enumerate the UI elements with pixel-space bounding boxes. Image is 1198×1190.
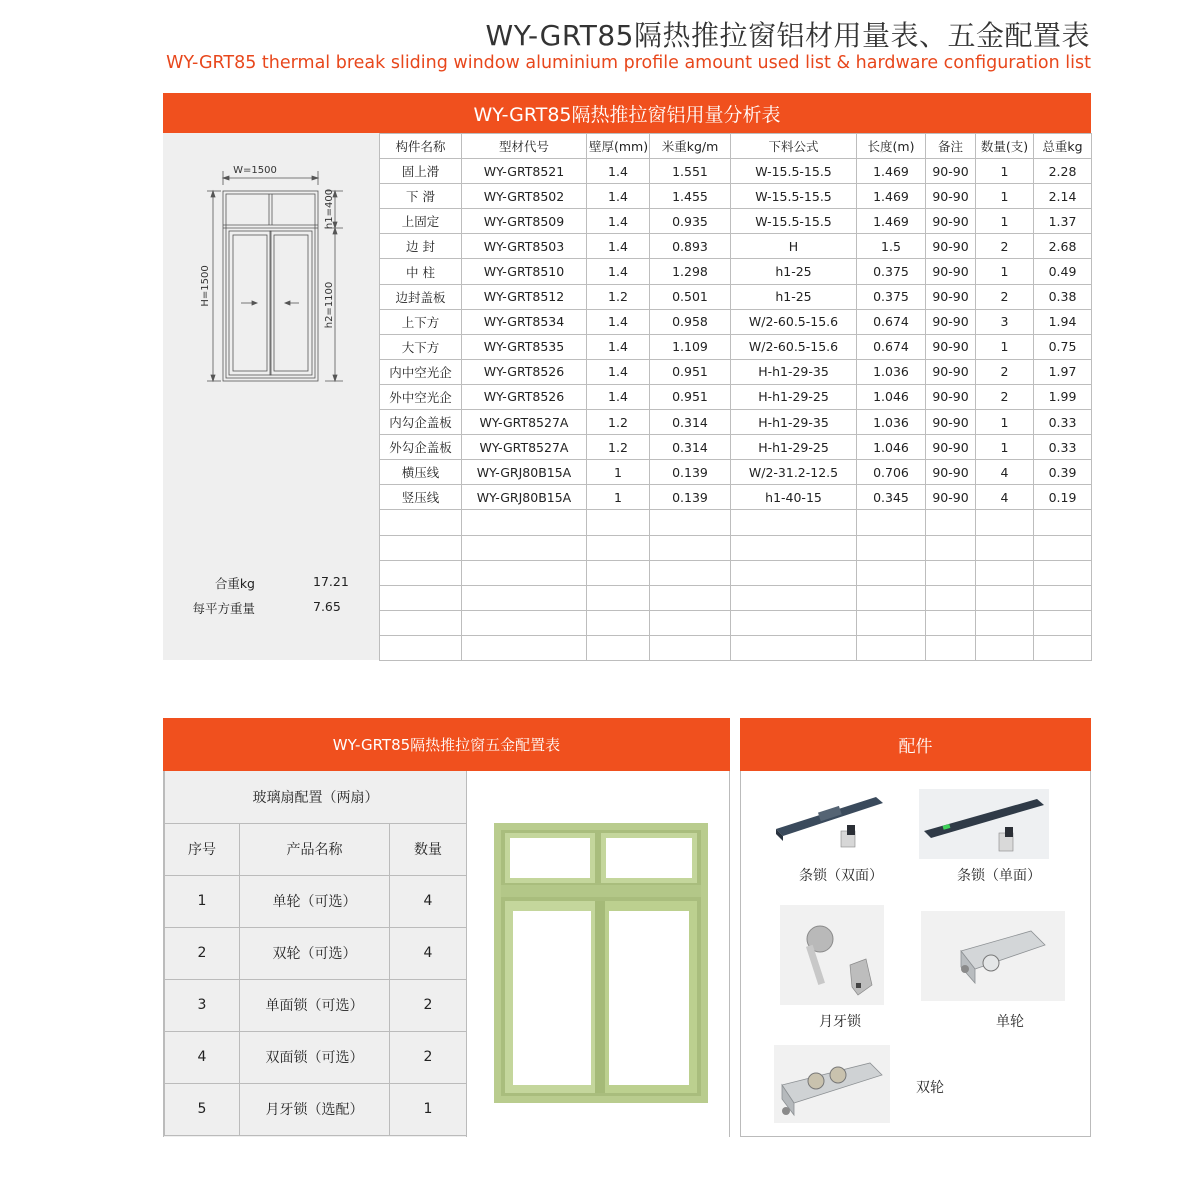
profile-table-header — [380, 134, 1092, 159]
table-cell — [976, 610, 1034, 635]
table-cell — [587, 510, 650, 535]
table-cell: 90-90 — [926, 410, 976, 435]
table-cell: 0.38 — [1034, 284, 1092, 309]
table-cell: W-15.5-15.5 — [731, 184, 857, 209]
table-cell: WY-GRT8509 — [462, 209, 587, 234]
table-cell — [380, 510, 462, 535]
table-cell — [1034, 610, 1092, 635]
window-diagram-panel — [163, 133, 379, 660]
table-cell: W/2-31.2-12.5 — [731, 460, 857, 485]
table-cell: WY-GRT8527A — [462, 435, 587, 460]
table-cell: WY-GRT8512 — [462, 284, 587, 309]
strip-lock-single-icon — [919, 789, 1049, 859]
table-cell — [926, 610, 976, 635]
diagram-width-label: W=1500 — [233, 165, 277, 176]
table-cell: 1.036 — [857, 359, 926, 384]
table-cell: WY-GRT8526 — [462, 384, 587, 409]
table-cell: 上下方 — [380, 309, 462, 334]
table-cell — [587, 635, 650, 660]
table-cell: 单面锁（可选） — [240, 979, 390, 1031]
part-label: 双轮 — [916, 1080, 944, 1096]
table-cell: 1 — [976, 259, 1034, 284]
hardware-section — [163, 718, 730, 1137]
summary-label: 合重kg — [214, 576, 255, 591]
table-row — [380, 284, 1092, 309]
table-cell — [650, 610, 731, 635]
table-cell: 0.893 — [650, 234, 731, 259]
table-cell: 0.345 — [857, 485, 926, 510]
table-cell: 1.4 — [587, 234, 650, 259]
table-cell: 1.4 — [587, 209, 650, 234]
table-cell: 大下方 — [380, 334, 462, 359]
sliding-window-illustration — [467, 771, 730, 1137]
table-cell: 0.951 — [650, 359, 731, 384]
table-cell — [380, 535, 462, 560]
table-cell: WY-GRT8521 — [462, 159, 587, 184]
table-cell: 1 — [976, 184, 1034, 209]
table-cell — [926, 635, 976, 660]
table-row — [380, 460, 1092, 485]
part-strip-lock-double — [771, 789, 891, 863]
table-cell — [380, 610, 462, 635]
table-cell: 4 — [976, 485, 1034, 510]
table-cell: WY-GRJ80B15A — [462, 460, 587, 485]
table-cell: 0.314 — [650, 435, 731, 460]
column-header: 型材代号 — [462, 134, 587, 159]
table-cell — [1034, 560, 1092, 585]
table-cell: WY-GRT8526 — [462, 359, 587, 384]
table-cell: 边 封 — [380, 234, 462, 259]
table-cell: 1.4 — [587, 359, 650, 384]
table-cell: WY-GRT8534 — [462, 309, 587, 334]
table-cell: 0.951 — [650, 384, 731, 409]
table-cell — [731, 535, 857, 560]
table-cell: 0.375 — [857, 284, 926, 309]
table-cell: 2 — [976, 284, 1034, 309]
column-header: 米重kg/m — [650, 134, 731, 159]
table-row — [380, 384, 1092, 409]
table-cell — [462, 585, 587, 610]
single-roller-icon — [921, 911, 1065, 1001]
table-cell — [1034, 535, 1092, 560]
table-cell: 90-90 — [926, 309, 976, 334]
table-cell: 1.469 — [857, 184, 926, 209]
parts-section-header: 配件 — [740, 718, 1091, 771]
table-cell: h1-40-15 — [731, 485, 857, 510]
column-header: 数量 — [390, 823, 467, 875]
diagram-h2-label: h2=1100 — [324, 281, 335, 329]
part-label: 条锁（单面） — [957, 868, 1041, 884]
table-cell: 90-90 — [926, 209, 976, 234]
table-cell: 90-90 — [926, 384, 976, 409]
table-cell: 1.4 — [587, 384, 650, 409]
table-cell: 1 — [976, 435, 1034, 460]
table-cell: 1 — [587, 460, 650, 485]
table-cell: 1.99 — [1034, 384, 1092, 409]
hardware-section-header: WY-GRT85隔热推拉窗五金配置表 — [163, 718, 730, 771]
table-cell: 0.375 — [857, 259, 926, 284]
table-row — [380, 259, 1092, 284]
table-cell — [380, 635, 462, 660]
table-row — [380, 234, 1092, 259]
table-cell: 1.109 — [650, 334, 731, 359]
empty-table-row — [380, 585, 1092, 610]
table-cell: 边封盖板 — [380, 284, 462, 309]
table-cell — [650, 585, 731, 610]
empty-table-row — [380, 560, 1092, 585]
empty-table-row — [380, 535, 1092, 560]
table-cell: 1.94 — [1034, 309, 1092, 334]
strip-lock-double-icon — [771, 789, 891, 859]
table-cell: 0.706 — [857, 460, 926, 485]
table-cell: h1-25 — [731, 259, 857, 284]
part-single-roller — [921, 911, 1065, 1005]
empty-table-row — [380, 610, 1092, 635]
table-cell: 90-90 — [926, 159, 976, 184]
table-cell: 1 — [165, 875, 240, 927]
table-cell: 单轮（可选） — [240, 875, 390, 927]
table-cell: 月牙锁（选配） — [240, 1083, 390, 1135]
table-row — [380, 184, 1092, 209]
table-cell: 1 — [976, 209, 1034, 234]
table-cell: 中 柱 — [380, 259, 462, 284]
column-header: 构件名称 — [380, 134, 462, 159]
table-cell: 固上滑 — [380, 159, 462, 184]
table-cell: 0.314 — [650, 410, 731, 435]
hardware-table-panel — [164, 771, 466, 1137]
table-cell — [731, 610, 857, 635]
table-cell: W-15.5-15.5 — [731, 159, 857, 184]
profile-section — [163, 93, 1091, 660]
table-cell: 3 — [165, 979, 240, 1031]
table-cell: 外中空光企 — [380, 384, 462, 409]
table-cell — [926, 510, 976, 535]
table-cell: 4 — [976, 460, 1034, 485]
column-header: 序号 — [165, 823, 240, 875]
table-cell: 90-90 — [926, 334, 976, 359]
table-cell: 1.046 — [857, 384, 926, 409]
table-row — [380, 485, 1092, 510]
summary-label: 每平方重量 — [192, 601, 255, 616]
table-cell: W/2-60.5-15.6 — [731, 334, 857, 359]
table-cell — [857, 560, 926, 585]
table-cell — [587, 560, 650, 585]
table-cell: 2 — [390, 1031, 467, 1083]
table-cell — [1034, 635, 1092, 660]
empty-table-row — [380, 510, 1092, 535]
table-cell: 2 — [976, 234, 1034, 259]
table-cell: WY-GRT8535 — [462, 334, 587, 359]
part-label: 月牙锁 — [819, 1014, 861, 1030]
double-roller-icon — [774, 1045, 890, 1123]
table-cell — [1034, 510, 1092, 535]
table-cell — [462, 635, 587, 660]
table-cell — [857, 635, 926, 660]
table-cell: 1.298 — [650, 259, 731, 284]
table-cell — [976, 510, 1034, 535]
table-cell: 90-90 — [926, 284, 976, 309]
table-cell: 1 — [976, 159, 1034, 184]
config-title: 玻璃扇配置（两扇） — [165, 771, 467, 823]
window-diagram — [163, 153, 379, 393]
table-cell: 1.4 — [587, 259, 650, 284]
table-cell: 下 滑 — [380, 184, 462, 209]
table-cell: WY-GRT8527A — [462, 410, 587, 435]
table-cell — [926, 535, 976, 560]
table-cell — [731, 635, 857, 660]
table-cell: 0.33 — [1034, 410, 1092, 435]
part-strip-lock-single — [919, 789, 1049, 863]
table-cell — [462, 510, 587, 535]
hardware-table — [164, 771, 467, 1136]
column-header: 备注 — [926, 134, 976, 159]
table-cell — [587, 585, 650, 610]
table-cell: WY-GRJ80B15A — [462, 485, 587, 510]
table-cell: 内中空光企 — [380, 359, 462, 384]
table-cell: 0.501 — [650, 284, 731, 309]
crescent-lock-icon — [780, 905, 884, 1005]
table-cell: 2.68 — [1034, 234, 1092, 259]
table-cell: 90-90 — [926, 460, 976, 485]
table-cell — [976, 535, 1034, 560]
profile-table-wrap — [379, 133, 1091, 660]
table-cell: 1 — [976, 334, 1034, 359]
table-cell: 竖压线 — [380, 485, 462, 510]
table-cell: 0.49 — [1034, 259, 1092, 284]
table-row — [165, 1083, 467, 1135]
table-cell: 1.97 — [1034, 359, 1092, 384]
window-image-panel — [466, 771, 729, 1137]
table-cell: 2 — [165, 927, 240, 979]
table-cell — [976, 560, 1034, 585]
table-cell: 1.4 — [587, 184, 650, 209]
table-cell: 2.28 — [1034, 159, 1092, 184]
profile-table — [379, 133, 1092, 661]
table-cell: 1 — [976, 410, 1034, 435]
hardware-table-header — [165, 823, 467, 875]
table-row — [380, 309, 1092, 334]
table-cell: h1-25 — [731, 284, 857, 309]
table-cell — [976, 635, 1034, 660]
table-cell: 4 — [390, 875, 467, 927]
table-cell — [1034, 585, 1092, 610]
table-cell — [380, 585, 462, 610]
table-row — [165, 1031, 467, 1083]
table-cell — [926, 585, 976, 610]
table-cell — [587, 610, 650, 635]
table-cell: 1.469 — [857, 159, 926, 184]
table-cell: 横压线 — [380, 460, 462, 485]
table-cell: 0.674 — [857, 309, 926, 334]
table-cell — [462, 535, 587, 560]
table-cell: 0.19 — [1034, 485, 1092, 510]
table-cell: 3 — [976, 309, 1034, 334]
table-cell — [462, 610, 587, 635]
table-cell — [380, 560, 462, 585]
table-cell: 0.139 — [650, 460, 731, 485]
part-crescent-lock — [780, 905, 884, 1009]
table-cell: H-h1-29-25 — [731, 435, 857, 460]
page-title: WY-GRT85隔热推拉窗铝材用量表、五金配置表 — [485, 19, 1090, 52]
table-cell: 90-90 — [926, 485, 976, 510]
table-cell: 2 — [976, 384, 1034, 409]
table-cell: 双轮（可选） — [240, 927, 390, 979]
table-cell — [650, 535, 731, 560]
table-cell: H — [731, 234, 857, 259]
table-cell: 90-90 — [926, 234, 976, 259]
table-cell: H-h1-29-35 — [731, 359, 857, 384]
table-cell: 0.958 — [650, 309, 731, 334]
table-cell — [857, 610, 926, 635]
table-cell: 90-90 — [926, 259, 976, 284]
column-header: 长度(m) — [857, 134, 926, 159]
table-cell: 1.2 — [587, 284, 650, 309]
table-cell: 1.551 — [650, 159, 731, 184]
table-cell: 1.5 — [857, 234, 926, 259]
table-row — [380, 159, 1092, 184]
table-cell — [857, 585, 926, 610]
table-cell — [650, 635, 731, 660]
table-cell: 2 — [390, 979, 467, 1031]
table-cell: 0.935 — [650, 209, 731, 234]
table-cell: W-15.5-15.5 — [731, 209, 857, 234]
table-row — [165, 979, 467, 1031]
table-cell: 0.33 — [1034, 435, 1092, 460]
table-cell: 外勾企盖板 — [380, 435, 462, 460]
table-cell — [462, 560, 587, 585]
profile-section-header: WY-GRT85隔热推拉窗铝用量分析表 — [163, 93, 1091, 133]
table-row — [380, 435, 1092, 460]
table-cell: 4 — [390, 927, 467, 979]
table-cell: 1 — [587, 485, 650, 510]
table-row — [165, 875, 467, 927]
table-cell — [926, 560, 976, 585]
table-row — [380, 359, 1092, 384]
part-label: 条锁（双面） — [799, 868, 883, 884]
table-cell: 1.036 — [857, 410, 926, 435]
empty-table-row — [380, 635, 1092, 660]
table-cell: 0.39 — [1034, 460, 1092, 485]
table-cell: 2.14 — [1034, 184, 1092, 209]
table-cell — [731, 585, 857, 610]
table-cell: 0.674 — [857, 334, 926, 359]
table-cell: 1.455 — [650, 184, 731, 209]
table-cell: 1.37 — [1034, 209, 1092, 234]
table-cell: 90-90 — [926, 435, 976, 460]
table-cell: 1.4 — [587, 309, 650, 334]
summary-value: 17.21 — [313, 574, 349, 589]
table-cell: 1.4 — [587, 334, 650, 359]
diagram-h1-label: h1=400 — [324, 188, 335, 230]
table-cell: 90-90 — [926, 359, 976, 384]
table-cell: 4 — [165, 1031, 240, 1083]
table-cell: 内勾企盖板 — [380, 410, 462, 435]
table-cell: 1.2 — [587, 410, 650, 435]
column-header: 数量(支) — [976, 134, 1034, 159]
table-cell: 0.139 — [650, 485, 731, 510]
part-double-roller — [774, 1045, 890, 1127]
page-subtitle: WY-GRT85 thermal break sliding window aluminium profile amount used list & hardware configuration list — [166, 53, 1091, 73]
table-cell: 1.2 — [587, 435, 650, 460]
column-header: 下料公式 — [731, 134, 857, 159]
table-row — [380, 209, 1092, 234]
table-cell — [650, 510, 731, 535]
table-cell — [976, 585, 1034, 610]
column-header: 壁厚(mm) — [587, 134, 650, 159]
column-header: 总重kg — [1034, 134, 1092, 159]
table-cell: 上固定 — [380, 209, 462, 234]
table-cell: 双面锁（可选） — [240, 1031, 390, 1083]
diagram-height-label: H=1500 — [200, 265, 211, 307]
table-cell — [587, 535, 650, 560]
table-cell: 2 — [976, 359, 1034, 384]
table-cell: W/2-60.5-15.6 — [731, 309, 857, 334]
table-row — [165, 927, 467, 979]
column-header: 产品名称 — [240, 823, 390, 875]
table-cell — [731, 560, 857, 585]
table-cell — [731, 510, 857, 535]
table-cell: WY-GRT8503 — [462, 234, 587, 259]
table-cell: 1.4 — [587, 159, 650, 184]
table-cell — [650, 560, 731, 585]
table-cell: 5 — [165, 1083, 240, 1135]
table-cell — [857, 535, 926, 560]
table-cell: H-h1-29-35 — [731, 410, 857, 435]
table-cell: 0.75 — [1034, 334, 1092, 359]
table-row — [380, 410, 1092, 435]
table-cell — [857, 510, 926, 535]
summary-value: 7.65 — [313, 599, 341, 614]
part-label: 单轮 — [996, 1014, 1024, 1030]
table-cell: H-h1-29-25 — [731, 384, 857, 409]
table-row — [380, 334, 1092, 359]
table-cell: 1.046 — [857, 435, 926, 460]
table-cell: WY-GRT8502 — [462, 184, 587, 209]
table-cell: 1 — [390, 1083, 467, 1135]
table-cell: 1.469 — [857, 209, 926, 234]
table-cell: WY-GRT8510 — [462, 259, 587, 284]
table-cell: 90-90 — [926, 184, 976, 209]
parts-section — [740, 718, 1091, 1137]
